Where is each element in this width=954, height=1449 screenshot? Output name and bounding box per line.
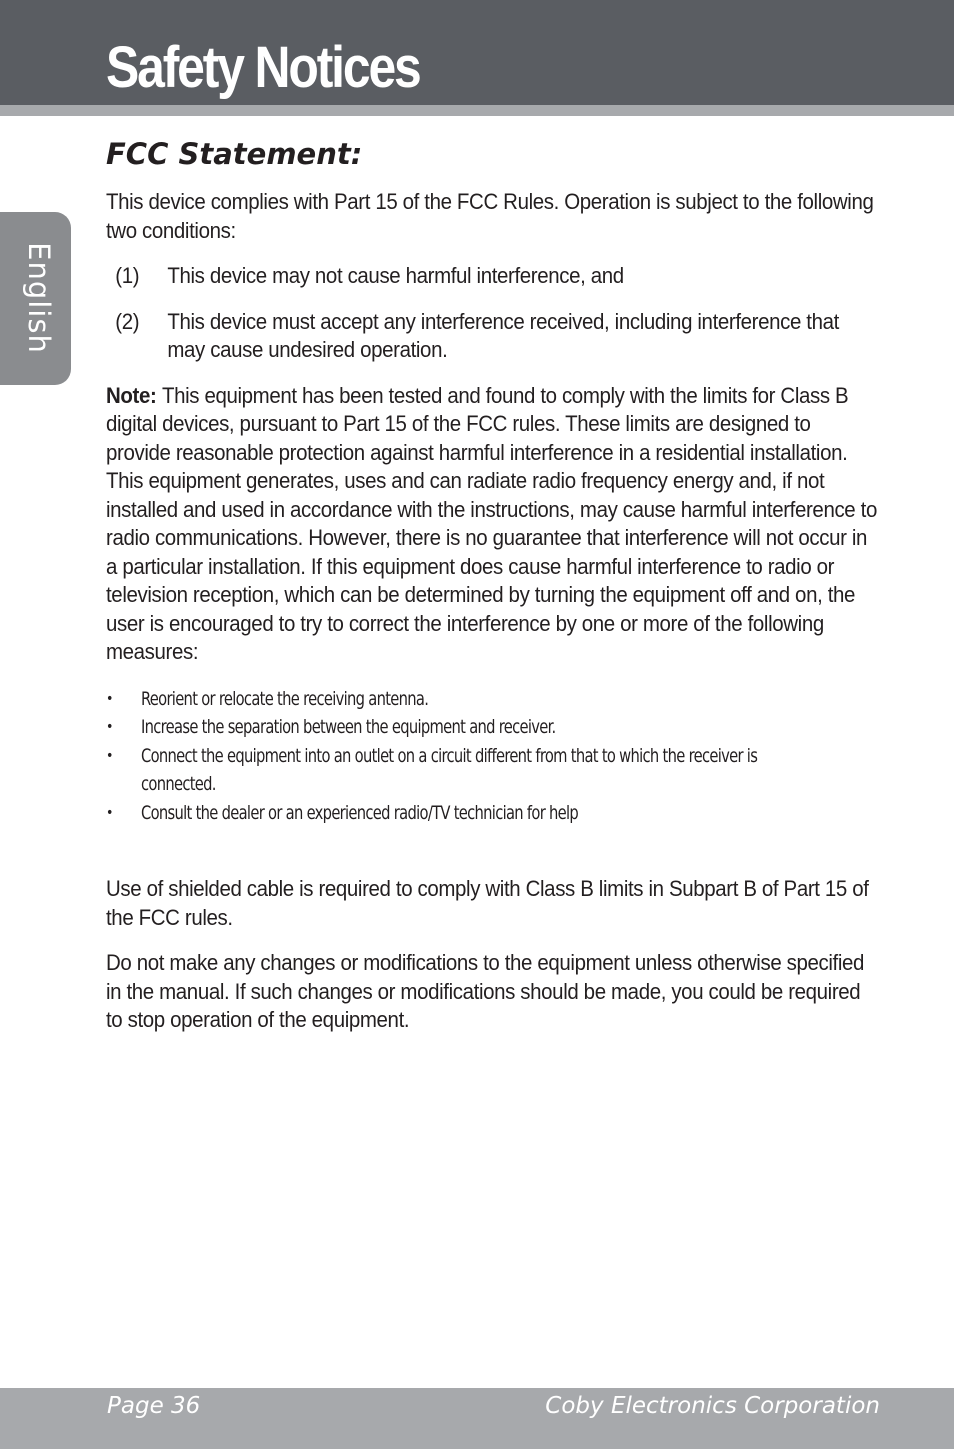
document-body: [106, 188, 886, 1035]
condition-item: [115, 262, 878, 291]
measure-text: Reorient or relocate the receiving antenna.: [141, 687, 429, 710]
page-title: Safety Notices: [106, 35, 420, 100]
condition-text: This device may not cause harmful interference, and: [167, 263, 624, 288]
shielded-cable-paragraph: Use of shielded cable is required to comply with Class B limits in Subpart B of Part 15 of the FCC rules.: [106, 876, 869, 930]
condition-number: (2): [115, 308, 140, 334]
modifications-paragraph: Do not make any changes or modifications to the equipment unless otherwise specified in the manual. If such changes or modifications should be made, you could be required to stop operation of the equipment.: [106, 950, 865, 1032]
condition-item: [115, 308, 878, 365]
list-item: [106, 742, 886, 799]
measure-text: Increase the separation between the equipment and receiver.: [141, 716, 556, 738]
bullet-icon: •: [106, 690, 113, 707]
list-item: [106, 685, 886, 714]
note-label: Note:: [106, 382, 157, 408]
condition-number: (1): [115, 263, 140, 288]
intro-paragraph: This device complies with Part 15 of the FCC Rules. Operation is subject to the following two conditions:: [106, 189, 874, 243]
section-heading: FCC Statement:: [106, 137, 363, 171]
body-text-block: [106, 875, 878, 1035]
bullet-icon: •: [106, 804, 113, 821]
note-paragraph: [106, 382, 878, 667]
list-item: [106, 799, 886, 828]
note-text: This equipment has been tested and found to comply with the limits for Class B digital devices, pursuant to Part 15 of the FCC rules. These limits are designed to provide reasonable protection against harmful interference in a residential installation. This equipment generates, uses and can radiate radio frequency energy and, if not installed and used in accordance with the instructions, may cause harmful interference to radio communications. However, there is no guarantee that interference will not occur in a particular installation. If this equipment does cause harmful interference to radio or television reception, which can be determined by turning the equipment off and on, the user is encouraged to try to correct the interference by one or more of the following measures:: [106, 382, 877, 664]
bullet-icon: •: [106, 719, 113, 735]
page-number: Page 36: [107, 1393, 201, 1419]
language-tab-label: English: [22, 242, 56, 354]
measure-text: Connect the equipment into an outlet on a circuit different from that to which the receiver is connected.: [141, 744, 758, 795]
condition-text: This device must accept any interference received, including interference that may cause undesired operation.: [167, 308, 839, 362]
header-stripe: [0, 105, 954, 116]
bullet-icon: •: [106, 747, 113, 764]
list-item: [106, 713, 886, 742]
measures-list: [106, 685, 886, 828]
company-name: Coby Electronics Corporation: [545, 1393, 880, 1419]
measure-text: Consult the dealer or an experienced radio/TV technician for help: [141, 801, 579, 824]
body-text-block: [106, 188, 878, 667]
